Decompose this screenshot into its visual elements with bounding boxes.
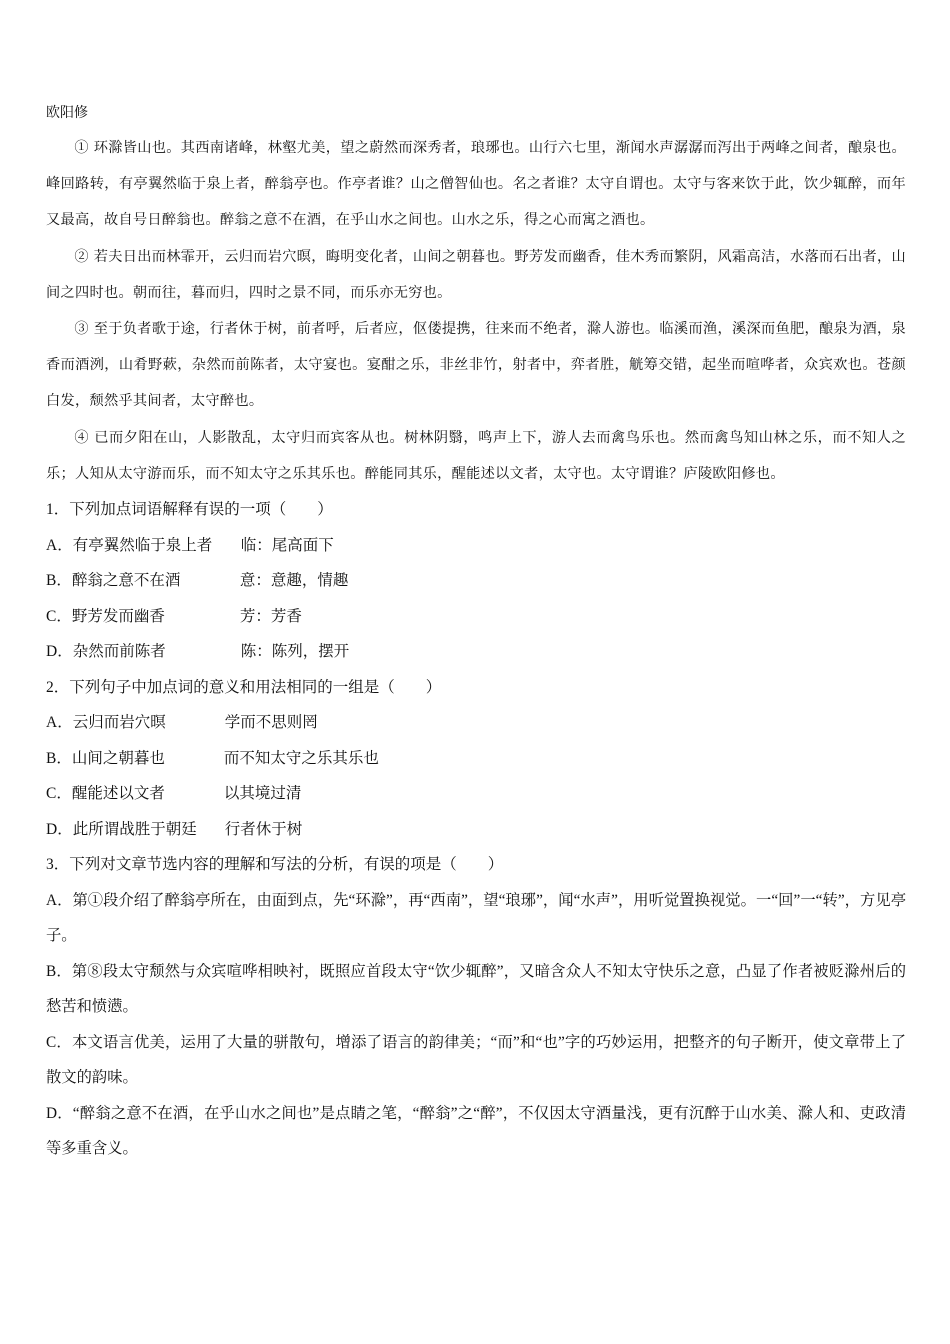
option-letter: D． xyxy=(46,1104,73,1122)
option-note: 芳：芳香 xyxy=(239,607,302,625)
author-line: 欧阳修 xyxy=(46,105,88,121)
option-note: 陈：陈列，摆开 xyxy=(240,643,350,661)
option-note: 临：尾高面下 xyxy=(240,536,334,554)
question-3-option-b xyxy=(46,954,906,1025)
option-letter: A． xyxy=(46,536,73,554)
option-letter: C． xyxy=(46,785,72,803)
option-note: 而不知太守之乐其乐也 xyxy=(223,749,379,767)
passage-paragraph-3: ③ 至于负者歌于途，行者休于树，前者呼，后者应，伛偻提携，往来而不绝者，滁人游也。临溪而渔，溪深而鱼肥，酿泉为酒，泉香而酒洌，山肴野蔌，杂然而前陈者，太守宴也。宴酣之乐，非丝非竹，射者中，弈者胜，觥筹交错，起坐而喧哗者，众宾欢也。苍颜白发，颓然乎其间者，太守醉也。 xyxy=(46,321,906,410)
option-text: 第⑧段太守颓然与众宾喧哗相映衬，既照应首段太守“饮少辄醉”，又暗含众人不知太守快乐之意，凸显了作者被贬滁州后的愁苦和愤懑。 xyxy=(46,962,907,1016)
document-page xyxy=(46,96,906,1167)
question-2-option-b xyxy=(46,741,906,777)
option-letter: B． xyxy=(46,749,72,767)
option-letter: B． xyxy=(46,962,72,980)
option-note: 学而不思则罔 xyxy=(224,714,318,732)
option-letter: B． xyxy=(46,572,72,590)
passage-paragraph-1: ① 环滁皆山也。其西南诸峰，林壑尤美，望之蔚然而深秀者，琅琊也。山行六七里，渐闻水声潺潺而泻出于两峰之间者，酿泉也。峰回路转，有亭翼然临于泉上者，醉翁亭也。作亭者谁？山之僧智仙也。名之者谁？太守自谓也。太守与客来饮于此，饮少辄醉，而年又最高，故自号日醉翁也。醉翁之意不在酒，在乎山水之间也。山水之乐，得之心而寓之酒也。 xyxy=(46,140,906,229)
question-3-option-c xyxy=(46,1025,906,1096)
question-2-option-d xyxy=(46,812,906,848)
question-2-option-c xyxy=(46,776,906,812)
question-1-option-a xyxy=(46,528,906,564)
option-note: 意：意趣，情趣 xyxy=(239,572,349,590)
option-letter: D． xyxy=(46,643,73,661)
option-text: 山间之朝暮也 xyxy=(71,749,165,767)
option-text: “醉翁之意不在酒，在乎山水之间也”是点睛之笔，“醉翁”之“醉”，不仅因太守酒量浅，更有沉醉于山水美、滁人和、吏政清等多重含义。 xyxy=(46,1104,906,1158)
question-3-option-a xyxy=(46,883,906,954)
question-2-stem: 2．下列句子中加点词的意义和用法相同的一组是（ ） xyxy=(46,678,442,696)
option-letter: A． xyxy=(46,891,73,909)
option-text: 第①段介绍了醉翁亭所在，由面到点，先“环滁”，再“西南”，望“琅琊”，闻“水声”，用听觉置换视觉。一“回”一“转”，方见亭子。 xyxy=(46,891,906,945)
passage-paragraph-4: ④ 已而夕阳在山，人影散乱，太守归而宾客从也。树林阴翳，鸣声上下，游人去而禽鸟乐也。然而禽鸟知山林之乐，而不知人之乐；人知从太守游而乐，而不知太守之乐其乐也。醉能同其乐，醒能述以文者，太守也。太守谓谁？庐陵欧阳修也。 xyxy=(46,429,906,482)
option-text: 此所谓战胜于朝廷 xyxy=(72,820,197,838)
option-text: 野芳发而幽香 xyxy=(71,607,165,625)
option-letter: C． xyxy=(46,1033,72,1051)
option-text: 云归而岩穴暝 xyxy=(72,714,166,732)
option-letter: C． xyxy=(46,607,72,625)
question-3-stem: 3．下列对文章节选内容的理解和写法的分析，有误的项是（ ） xyxy=(46,856,504,874)
option-text: 杂然而前陈者 xyxy=(72,643,166,661)
question-1-stem: 1．下列加点词语解释有误的一项（ ） xyxy=(46,501,333,519)
option-text: 本文语言优美，运用了大量的骈散句，增添了语言的韵律美；“而”和“也”字的巧妙运用，把整齐的句子断开，使文章带上了散文的韵味。 xyxy=(46,1033,907,1087)
passage-paragraph-2: ② 若夫日出而林霏开，云归而岩穴暝，晦明变化者，山间之朝暮也。野芳发而幽香，佳木秀而繁阴，风霜高洁，水落而石出者，山间之四时也。朝而往，暮而归，四时之景不同，而乐亦无穷也。 xyxy=(46,248,906,301)
option-text: 有亭翼然临于泉上者 xyxy=(72,536,213,554)
option-note: 行者休于树 xyxy=(224,820,303,838)
question-2-option-a xyxy=(46,705,906,741)
question-1-option-d xyxy=(46,634,906,670)
option-text: 醉翁之意不在酒 xyxy=(71,572,181,590)
question-1-option-c xyxy=(46,599,906,635)
option-letter: A． xyxy=(46,714,73,732)
option-note: 以其境过清 xyxy=(223,785,302,803)
option-letter: D． xyxy=(46,820,73,838)
question-1-option-b xyxy=(46,563,906,599)
option-text: 醒能述以文者 xyxy=(71,785,165,803)
question-3-option-d xyxy=(46,1096,906,1167)
